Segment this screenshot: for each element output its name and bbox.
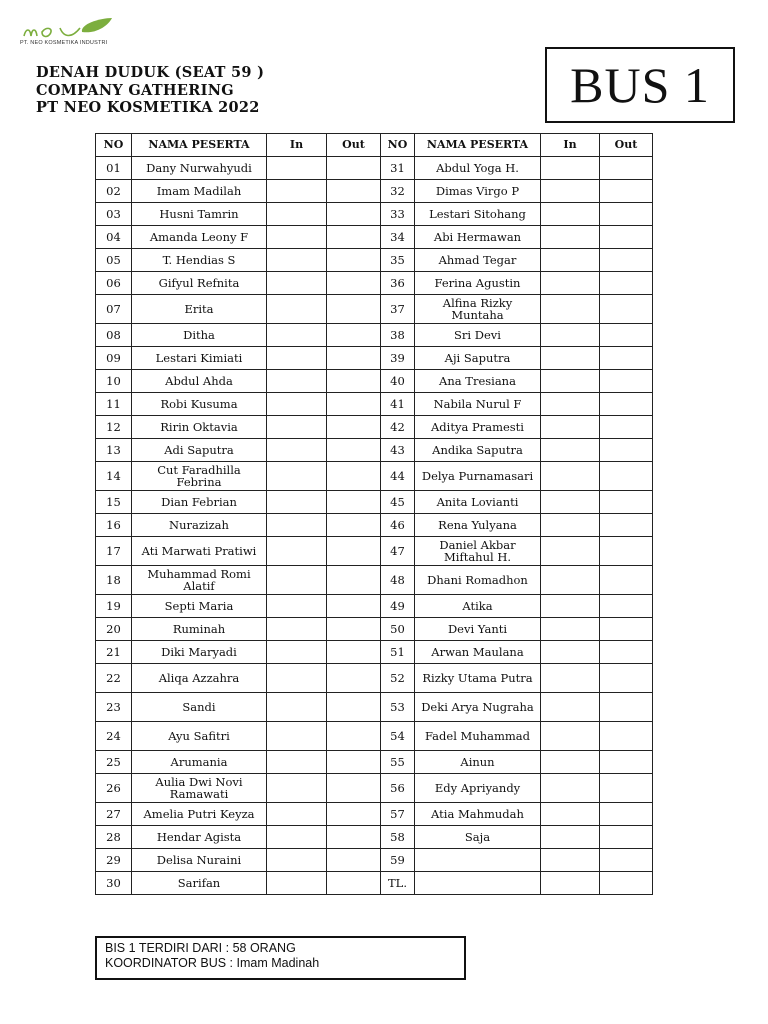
check-in-left — [267, 618, 327, 641]
participant-name-left: Abdul Ahda — [132, 370, 267, 393]
participant-name-left: Nurazizah — [132, 514, 267, 537]
check-out-right — [600, 249, 653, 272]
check-out-left — [327, 295, 381, 324]
check-out-left — [327, 157, 381, 180]
seat-no-left: 15 — [96, 491, 132, 514]
check-in-right — [541, 595, 600, 618]
check-out-left — [327, 641, 381, 664]
check-in-left — [267, 370, 327, 393]
check-in-right — [541, 826, 600, 849]
document-heading — [36, 64, 264, 117]
participant-name-left: Dany Nurwahyudi — [132, 157, 267, 180]
seat-table — [95, 133, 653, 895]
table-row — [96, 641, 653, 664]
check-in-right — [541, 491, 600, 514]
seat-no-left: 07 — [96, 295, 132, 324]
check-in-left — [267, 537, 327, 566]
check-out-right — [600, 641, 653, 664]
participant-name-left: Sandi — [132, 693, 267, 722]
seat-no-right: 43 — [381, 439, 415, 462]
seat-no-right: 50 — [381, 618, 415, 641]
seat-no-right: 33 — [381, 203, 415, 226]
check-in-left — [267, 324, 327, 347]
check-out-right — [600, 462, 653, 491]
check-out-right — [600, 872, 653, 895]
seat-no-left: 17 — [96, 537, 132, 566]
table-row — [96, 774, 653, 803]
header-name-right: NAMA PESERTA — [415, 134, 541, 157]
check-in-left — [267, 249, 327, 272]
check-out-right — [600, 774, 653, 803]
seat-no-left: 24 — [96, 722, 132, 751]
seat-no-right: 31 — [381, 157, 415, 180]
seat-no-left: 21 — [96, 641, 132, 664]
check-out-right — [600, 439, 653, 462]
check-out-left — [327, 272, 381, 295]
seat-no-right: 53 — [381, 693, 415, 722]
seat-no-right: 54 — [381, 722, 415, 751]
check-out-left — [327, 324, 381, 347]
check-in-right — [541, 803, 600, 826]
seat-no-left: 25 — [96, 751, 132, 774]
seat-no-right: 38 — [381, 324, 415, 347]
check-in-right — [541, 157, 600, 180]
check-out-left — [327, 416, 381, 439]
check-in-right — [541, 618, 600, 641]
participant-name-right: Arwan Maulana — [415, 641, 541, 664]
check-in-right — [541, 393, 600, 416]
check-out-right — [600, 157, 653, 180]
seat-no-right: 40 — [381, 370, 415, 393]
table-row — [96, 203, 653, 226]
check-out-right — [600, 370, 653, 393]
check-out-right — [600, 514, 653, 537]
participant-name-left: Lestari Kimiati — [132, 347, 267, 370]
check-in-right — [541, 693, 600, 722]
participant-name-left: Aliqa Azzahra — [132, 664, 267, 693]
check-in-left — [267, 849, 327, 872]
participant-name-left: Erita — [132, 295, 267, 324]
check-out-left — [327, 803, 381, 826]
header-no-right: NO — [381, 134, 415, 157]
participant-name-left: Septi Maria — [132, 595, 267, 618]
check-in-right — [541, 272, 600, 295]
table-row — [96, 491, 653, 514]
participant-name-left: Muhammad Romi Alatif — [132, 566, 267, 595]
participant-name-left: Diki Maryadi — [132, 641, 267, 664]
check-out-right — [600, 595, 653, 618]
table-row — [96, 751, 653, 774]
check-in-right — [541, 439, 600, 462]
seat-no-right: 51 — [381, 641, 415, 664]
check-out-left — [327, 462, 381, 491]
participant-name-left: Ayu Safitri — [132, 722, 267, 751]
table-row — [96, 439, 653, 462]
participant-name-right: Aji Saputra — [415, 347, 541, 370]
check-in-right — [541, 641, 600, 664]
check-in-right — [541, 180, 600, 203]
check-out-left — [327, 180, 381, 203]
seat-no-left: 28 — [96, 826, 132, 849]
check-in-right — [541, 324, 600, 347]
check-out-right — [600, 566, 653, 595]
check-out-left — [327, 249, 381, 272]
check-out-left — [327, 618, 381, 641]
check-in-left — [267, 203, 327, 226]
participant-name-right: Deki Arya Nugraha — [415, 693, 541, 722]
seat-no-right: 41 — [381, 393, 415, 416]
table-row — [96, 849, 653, 872]
check-out-left — [327, 393, 381, 416]
check-in-left — [267, 722, 327, 751]
check-out-right — [600, 347, 653, 370]
check-out-left — [327, 693, 381, 722]
table-row — [96, 324, 653, 347]
check-in-right — [541, 722, 600, 751]
check-out-right — [600, 416, 653, 439]
participant-name-right: Lestari Sitohang — [415, 203, 541, 226]
participant-name-right: Daniel Akbar Miftahul H. — [415, 537, 541, 566]
check-in-left — [267, 180, 327, 203]
participant-name-left: Ririn Oktavia — [132, 416, 267, 439]
check-in-left — [267, 295, 327, 324]
participant-name-left: T. Hendias S — [132, 249, 267, 272]
heading-line-2: COMPANY GATHERING — [36, 81, 234, 99]
header-in-left: In — [267, 134, 327, 157]
participant-name-right: Rizky Utama Putra — [415, 664, 541, 693]
table-row — [96, 462, 653, 491]
participant-name-right: Atika — [415, 595, 541, 618]
participant-name-right: Aditya Pramesti — [415, 416, 541, 439]
participant-name-left: Dian Febrian — [132, 491, 267, 514]
table-row — [96, 872, 653, 895]
check-in-left — [267, 664, 327, 693]
participant-name-left: Amelia Putri Keyza — [132, 803, 267, 826]
check-in-right — [541, 295, 600, 324]
participant-name-left: Ati Marwati Pratiwi — [132, 537, 267, 566]
seat-no-right: 57 — [381, 803, 415, 826]
header-name-left: NAMA PESERTA — [132, 134, 267, 157]
summary-capacity: BIS 1 TERDIRI DARI : 58 ORANG — [105, 941, 296, 955]
check-out-right — [600, 849, 653, 872]
participant-name-left: Ruminah — [132, 618, 267, 641]
participant-name-right: Anita Lovianti — [415, 491, 541, 514]
seat-no-right: 46 — [381, 514, 415, 537]
check-out-right — [600, 803, 653, 826]
check-in-left — [267, 416, 327, 439]
seat-no-right: 56 — [381, 774, 415, 803]
check-in-right — [541, 514, 600, 537]
table-row — [96, 157, 653, 180]
check-out-left — [327, 774, 381, 803]
participant-name-left: Robi Kusuma — [132, 393, 267, 416]
seat-no-left: 03 — [96, 203, 132, 226]
check-out-right — [600, 226, 653, 249]
seat-no-right: 44 — [381, 462, 415, 491]
participant-name-left: Gifyul Refnita — [132, 272, 267, 295]
check-out-right — [600, 324, 653, 347]
participant-name-right: Delya Purnamasari — [415, 462, 541, 491]
check-out-right — [600, 618, 653, 641]
table-row — [96, 393, 653, 416]
check-out-left — [327, 203, 381, 226]
header-in-right: In — [541, 134, 600, 157]
seat-no-left: 20 — [96, 618, 132, 641]
participant-name-right: Alfina Rizky Muntaha — [415, 295, 541, 324]
table-row — [96, 803, 653, 826]
participant-name-right: Saja — [415, 826, 541, 849]
check-in-left — [267, 157, 327, 180]
seat-no-left: 29 — [96, 849, 132, 872]
participant-name-right: Dhani Romadhon — [415, 566, 541, 595]
seat-no-right: 35 — [381, 249, 415, 272]
seat-no-right: 47 — [381, 537, 415, 566]
participant-name-right: Abi Hermawan — [415, 226, 541, 249]
header-out-left: Out — [327, 134, 381, 157]
table-row — [96, 347, 653, 370]
seat-no-left: 01 — [96, 157, 132, 180]
check-in-right — [541, 347, 600, 370]
seat-no-left: 05 — [96, 249, 132, 272]
check-out-right — [600, 295, 653, 324]
check-out-right — [600, 751, 653, 774]
seat-no-left: 13 — [96, 439, 132, 462]
participant-name-right: Atia Mahmudah — [415, 803, 541, 826]
check-out-left — [327, 595, 381, 618]
check-in-right — [541, 664, 600, 693]
participant-name-right: Devi Yanti — [415, 618, 541, 641]
check-in-left — [267, 641, 327, 664]
table-row — [96, 595, 653, 618]
check-out-left — [327, 370, 381, 393]
check-in-left — [267, 751, 327, 774]
table-row — [96, 566, 653, 595]
participant-name-right — [415, 849, 541, 872]
header-no-left: NO — [96, 134, 132, 157]
seat-no-left: 08 — [96, 324, 132, 347]
participant-name-left: Amanda Leony F — [132, 226, 267, 249]
check-out-right — [600, 722, 653, 751]
seat-no-right: 59 — [381, 849, 415, 872]
participant-name-right: Nabila Nurul F — [415, 393, 541, 416]
seat-no-right: 52 — [381, 664, 415, 693]
check-out-left — [327, 751, 381, 774]
seat-no-right: TL. — [381, 872, 415, 895]
bus-summary-box — [95, 936, 466, 980]
participant-name-right — [415, 872, 541, 895]
check-out-left — [327, 664, 381, 693]
check-in-right — [541, 370, 600, 393]
seat-no-left: 26 — [96, 774, 132, 803]
check-out-right — [600, 664, 653, 693]
table-header-row — [96, 134, 653, 157]
seat-no-right: 37 — [381, 295, 415, 324]
check-out-left — [327, 226, 381, 249]
seat-no-left: 23 — [96, 693, 132, 722]
table-row — [96, 416, 653, 439]
seat-no-right: 32 — [381, 180, 415, 203]
seat-table-body — [96, 157, 653, 895]
check-in-right — [541, 849, 600, 872]
participant-name-left: Imam Madilah — [132, 180, 267, 203]
seat-no-left: 06 — [96, 272, 132, 295]
check-out-right — [600, 537, 653, 566]
seat-no-left: 10 — [96, 370, 132, 393]
participant-name-left: Sarifan — [132, 872, 267, 895]
table-row — [96, 249, 653, 272]
participant-name-right: Andika Saputra — [415, 439, 541, 462]
table-row — [96, 514, 653, 537]
table-row — [96, 226, 653, 249]
seat-no-right: 36 — [381, 272, 415, 295]
check-out-left — [327, 491, 381, 514]
heading-line-3: PT NEO KOSMETIKA 2022 — [36, 99, 260, 116]
table-row — [96, 664, 653, 693]
seat-no-left: 14 — [96, 462, 132, 491]
participant-name-right: Ana Tresiana — [415, 370, 541, 393]
table-row — [96, 295, 653, 324]
participant-name-left: Arumania — [132, 751, 267, 774]
header-out-right: Out — [600, 134, 653, 157]
participant-name-right: Ainun — [415, 751, 541, 774]
check-in-right — [541, 774, 600, 803]
check-out-right — [600, 693, 653, 722]
neo-leaf-logo-icon — [20, 14, 130, 54]
heading-line-1: DENAH DUDUK (SEAT 59 ) — [36, 64, 265, 81]
check-in-left — [267, 514, 327, 537]
seat-no-right: 45 — [381, 491, 415, 514]
check-in-right — [541, 537, 600, 566]
participant-name-right: Dimas Virgo P — [415, 180, 541, 203]
table-row — [96, 272, 653, 295]
check-out-left — [327, 566, 381, 595]
check-in-left — [267, 272, 327, 295]
check-out-right — [600, 826, 653, 849]
check-in-right — [541, 872, 600, 895]
table-row — [96, 537, 653, 566]
table-row — [96, 693, 653, 722]
seat-no-right: 34 — [381, 226, 415, 249]
seat-no-left: 02 — [96, 180, 132, 203]
participant-name-left: Adi Saputra — [132, 439, 267, 462]
check-out-left — [327, 537, 381, 566]
table-row — [96, 722, 653, 751]
check-in-left — [267, 226, 327, 249]
check-out-right — [600, 272, 653, 295]
check-out-left — [327, 722, 381, 751]
check-in-left — [267, 491, 327, 514]
seat-no-left: 04 — [96, 226, 132, 249]
seat-no-left: 11 — [96, 393, 132, 416]
table-row — [96, 618, 653, 641]
seat-no-left: 22 — [96, 664, 132, 693]
check-in-left — [267, 803, 327, 826]
check-in-right — [541, 203, 600, 226]
seat-no-left: 12 — [96, 416, 132, 439]
check-in-left — [267, 439, 327, 462]
company-caption: PT. NEO KOSMETIKA INDUSTRI — [20, 40, 108, 46]
seat-no-left: 09 — [96, 347, 132, 370]
check-out-left — [327, 849, 381, 872]
participant-name-right: Ahmad Tegar — [415, 249, 541, 272]
bus-label: BUS 1 — [545, 47, 735, 123]
check-out-left — [327, 872, 381, 895]
check-out-right — [600, 203, 653, 226]
check-out-left — [327, 514, 381, 537]
participant-name-right: Sri Devi — [415, 324, 541, 347]
check-out-left — [327, 439, 381, 462]
participant-name-left: Aulia Dwi Novi Ramawati — [132, 774, 267, 803]
check-in-left — [267, 774, 327, 803]
table-row — [96, 826, 653, 849]
check-in-left — [267, 693, 327, 722]
check-in-right — [541, 226, 600, 249]
seat-no-left: 30 — [96, 872, 132, 895]
participant-name-right: Abdul Yoga H. — [415, 157, 541, 180]
check-in-right — [541, 751, 600, 774]
participant-name-left: Hendar Agista — [132, 826, 267, 849]
participant-name-right: Fadel Muhammad — [415, 722, 541, 751]
participant-name-left: Delisa Nuraini — [132, 849, 267, 872]
seat-no-right: 49 — [381, 595, 415, 618]
check-in-right — [541, 416, 600, 439]
check-in-left — [267, 393, 327, 416]
check-out-right — [600, 393, 653, 416]
participant-name-left: Ditha — [132, 324, 267, 347]
seat-no-left: 27 — [96, 803, 132, 826]
check-in-right — [541, 462, 600, 491]
check-in-left — [267, 595, 327, 618]
seat-no-left: 16 — [96, 514, 132, 537]
check-in-left — [267, 347, 327, 370]
seat-no-right: 42 — [381, 416, 415, 439]
seat-no-right: 55 — [381, 751, 415, 774]
summary-coordinator: KOORDINATOR BUS : Imam Madinah — [105, 956, 320, 970]
check-out-right — [600, 491, 653, 514]
participant-name-right: Rena Yulyana — [415, 514, 541, 537]
check-out-right — [600, 180, 653, 203]
check-in-left — [267, 872, 327, 895]
participant-name-right: Ferina Agustin — [415, 272, 541, 295]
seat-no-left: 18 — [96, 566, 132, 595]
seat-no-left: 19 — [96, 595, 132, 618]
participant-name-left: Cut Faradhilla Febrina — [132, 462, 267, 491]
participant-name-right: Edy Apriyandy — [415, 774, 541, 803]
table-row — [96, 180, 653, 203]
check-out-left — [327, 826, 381, 849]
seat-no-right: 58 — [381, 826, 415, 849]
check-in-right — [541, 566, 600, 595]
check-in-left — [267, 826, 327, 849]
check-out-left — [327, 347, 381, 370]
check-in-left — [267, 566, 327, 595]
seat-no-right: 48 — [381, 566, 415, 595]
check-in-left — [267, 462, 327, 491]
seat-no-right: 39 — [381, 347, 415, 370]
table-row — [96, 370, 653, 393]
participant-name-left: Husni Tamrin — [132, 203, 267, 226]
check-in-right — [541, 249, 600, 272]
